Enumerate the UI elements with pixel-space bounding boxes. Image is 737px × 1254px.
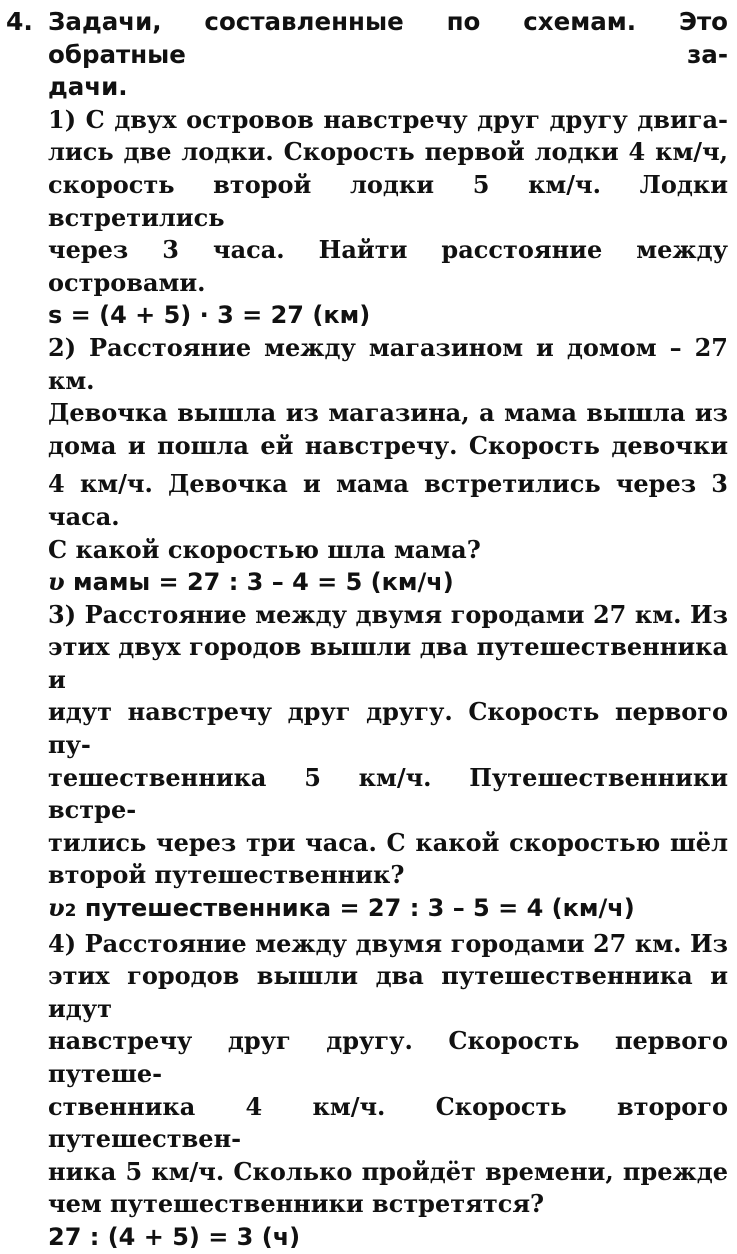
task-4-line: чем путешественники встретятся? bbox=[48, 1189, 545, 1219]
task-2-solution bbox=[48, 566, 728, 599]
task-1-line: скорость второй лодки 5 км/ч. Лодки встретились bbox=[48, 169, 728, 232]
solution-expression: = 27 : 3 – 5 = 4 (км/ч) bbox=[339, 894, 635, 923]
task-3-solution bbox=[48, 892, 728, 928]
task-3-line: второй путешественник? bbox=[48, 860, 405, 890]
velocity-symbol: υ bbox=[48, 567, 65, 597]
task-2-line: Девочка вышла из магазина, а мама вышла из bbox=[48, 398, 728, 428]
heading-line-2: дачи. bbox=[48, 72, 128, 102]
task-3-line: тились через три часа. С какой скоростью шёл bbox=[48, 827, 728, 857]
task-1-line: лись две лодки. Скорость первой лодки 4 км/ч, bbox=[48, 137, 728, 167]
problem-number: 4. bbox=[6, 7, 33, 36]
task-2 bbox=[48, 332, 728, 599]
problem-content bbox=[48, 6, 728, 1254]
task-4-line: 4) Расстояние между двумя городами 27 км. Из bbox=[48, 928, 728, 958]
task-4-solution: 27 : (4 + 5) = 3 (ч) bbox=[48, 1222, 301, 1251]
task-3-line: тешественника 5 км/ч. Путешественники встре- bbox=[48, 762, 728, 825]
velocity-subscript: 2 bbox=[64, 901, 77, 922]
task-3 bbox=[48, 599, 728, 928]
task-2-line: 4 км/ч. Девочка и мама встретились через 3 часа. bbox=[48, 469, 728, 531]
task-2-line: 2) Расстояние между магазином и домом – 27 км. bbox=[48, 332, 728, 395]
task-3-line: 3) Расстояние между двумя городами 27 км. Из bbox=[48, 599, 728, 629]
task-4-line: ственника 4 км/ч. Скорость второго путешествен- bbox=[48, 1091, 728, 1154]
velocity-symbol: υ bbox=[48, 893, 65, 923]
task-3-line: идут навстречу друг другу. Скорость первого пу- bbox=[48, 697, 728, 760]
task-4 bbox=[48, 928, 728, 1254]
task-1-line: через 3 часа. Найти расстояние между островами. bbox=[48, 235, 728, 297]
task-2-line: С какой скоростью шла мама? bbox=[48, 534, 481, 564]
solution-expression: = 27 : 3 – 4 = 5 (км/ч) bbox=[158, 568, 454, 597]
heading-line-1: Задачи, составленные по схемам. Это обратные за- bbox=[48, 7, 728, 69]
task-4-line: этих городов вышли два путешественника и идут bbox=[48, 961, 728, 1023]
task-2-line: дома и пошла ей навстречу. Скорость девочки bbox=[48, 430, 728, 460]
task-4-line: навстречу друг другу. Скорость первого путеше- bbox=[48, 1026, 728, 1088]
task-1-solution: s = (4 + 5) · 3 = 27 (км) bbox=[48, 301, 371, 330]
task-1-line: 1) С двух островов навстречу друг другу двига- bbox=[48, 104, 728, 134]
task-3-line: этих двух городов вышли два путешественника и bbox=[48, 632, 728, 694]
solution-label: путешественника bbox=[76, 894, 340, 923]
solution-label: мамы bbox=[64, 568, 159, 597]
task-4-line: ника 5 км/ч. Сколько пройдёт времени, прежде bbox=[48, 1156, 728, 1186]
task-1 bbox=[48, 104, 728, 332]
